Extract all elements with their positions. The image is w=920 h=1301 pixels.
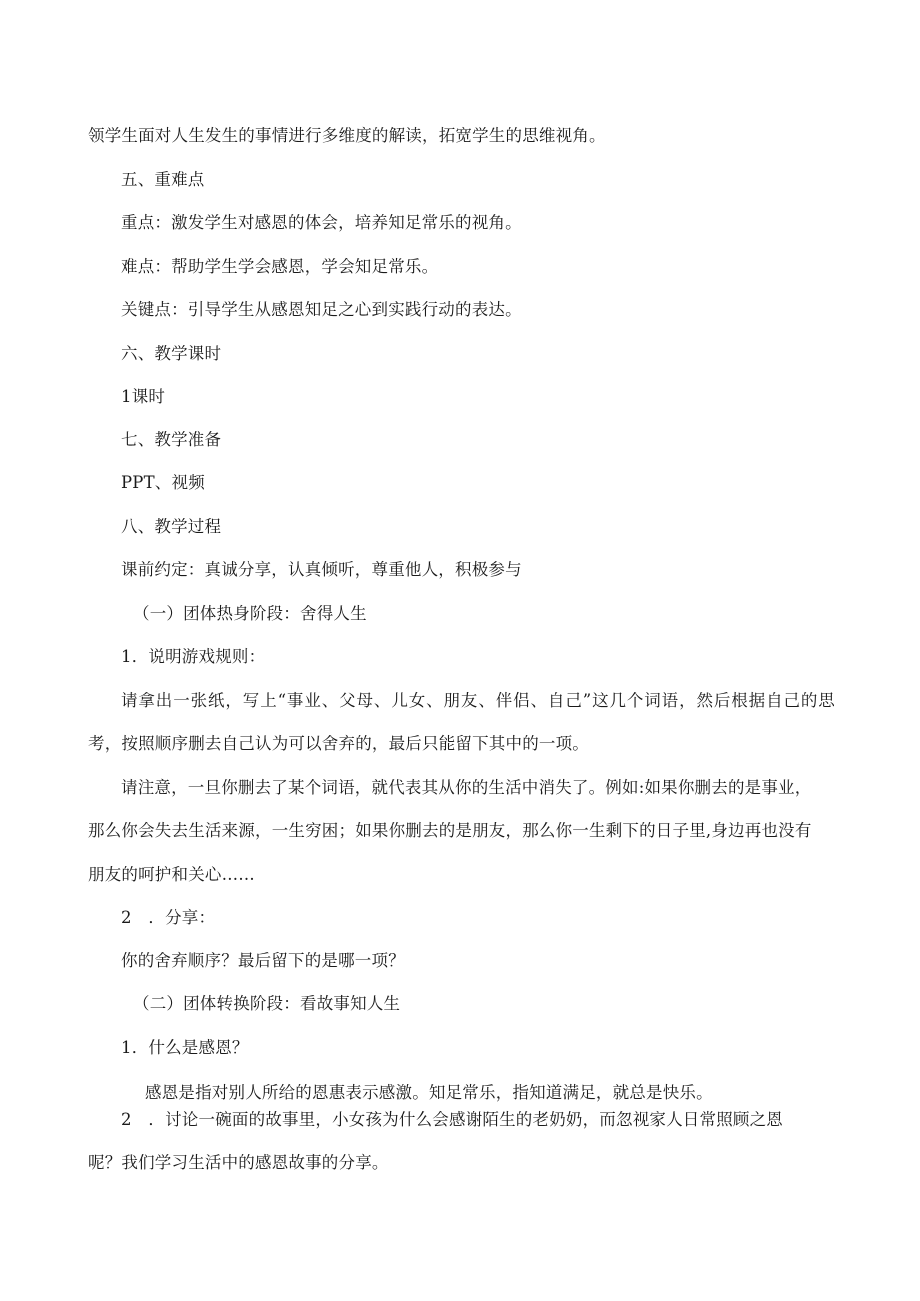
heading-preparation: 七、教学准备 — [121, 430, 222, 449]
sharing-question: 你的舍弃顺序？最后留下的是哪一项？ — [121, 951, 405, 970]
paragraph-game-note-2: 那么你会失去生活来源，一生穷困；如果你删去的是朋友，那么你一生剩下的日子里,身边再也没有 — [88, 821, 812, 840]
difficult-point-line: 难点：帮助学生学会感恩，学会知足常乐。 — [121, 257, 439, 276]
heading-key-points: 五、重难点 — [121, 170, 205, 189]
paragraph-game-instructions: 请拿出一张纸，写上“事业、父母、儿女、朋友、伴侣、自己”这几个词语，然后根据自己的思 — [121, 691, 836, 710]
paragraph-game-note-3: 朋友的呵护和关心…… — [88, 865, 255, 884]
paragraph-objective-continuation: 领学生面对人生发生的事情进行多维度的解读，拓宽学生的思维视角。 — [88, 126, 606, 145]
gratitude-definition: 感恩是指对别人所给的恩惠表示感激。知足常乐，指知道满足，就总是快乐。 — [145, 1083, 713, 1102]
paragraph-game-instructions-2: 考，按照顺序删去自己认为可以舍弃的，最后只能留下其中的一项。 — [88, 734, 589, 753]
key-point-line: 重点：激发学生对感恩的体会，培养知足常乐的视角。 — [121, 213, 522, 232]
class-agreement: 课前约定：真诚分享，认真倾听，尊重他人，积极参与 — [121, 560, 522, 579]
item-game-rules: 1．说明游戏规则： — [121, 647, 266, 666]
preparation-value: PPT、视频 — [121, 473, 205, 492]
subheading-transition-stage: （二）团体转换阶段：看故事知人生 — [133, 994, 401, 1013]
subheading-warmup-stage: （一）团体热身阶段：舍得人生 — [133, 604, 367, 623]
heading-teaching-process: 八、教学过程 — [121, 517, 222, 536]
item-discussion-continuation: 呢？我们学习生活中的感恩故事的分享。 — [88, 1153, 389, 1172]
item-discussion: 2 ．讨论一碗面的故事里，小女孩为什么会感谢陌生的老奶奶，而忽视家人日常照顾之恩 — [121, 1110, 783, 1129]
critical-point-line: 关键点：引导学生从感恩知足之心到实践行动的表达。 — [121, 300, 522, 319]
paragraph-game-note: 请注意，一旦你删去了某个词语，就代表其从你的生活中消失了。例如:如果你删去的是事业， — [121, 778, 812, 797]
item-what-is-gratitude: 1．什么是感恩？ — [121, 1038, 249, 1057]
class-hours-value: 1课时 — [121, 387, 166, 406]
item-sharing: 2 ．分享： — [121, 908, 216, 927]
heading-class-hours: 六、教学课时 — [121, 344, 222, 363]
